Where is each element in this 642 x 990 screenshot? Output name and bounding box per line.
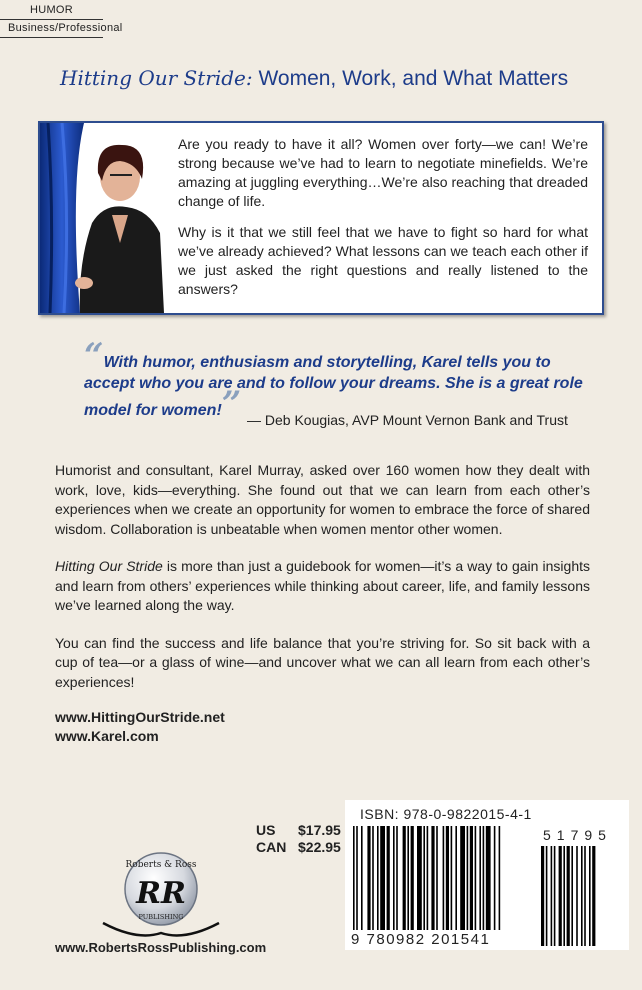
price-row: [256, 822, 341, 839]
barcode-bar: [467, 826, 469, 930]
book-title-inline: Hitting Our Stride: [55, 558, 163, 574]
barcode-addon-bar: [576, 846, 578, 946]
open-quote-icon: “: [84, 336, 104, 376]
description-text: is more than just a guidebook for women—it’s a way to gain insights and learn from others’ experiences while thinking about career, life, and family lessons we’ve learned along the way.: [55, 558, 590, 613]
barcode-addon-bar: [563, 846, 565, 946]
barcode-bar: [455, 826, 457, 930]
barcode-addon-bar: [559, 846, 562, 946]
book-title-subtitle: Women, Work, and What Matters: [252, 67, 569, 90]
barcode-addon-bar: [584, 846, 586, 946]
barcode-bar: [396, 826, 398, 930]
close-quote-icon: ”: [221, 384, 242, 424]
barcode-bar: [356, 826, 358, 930]
barcode-bar: [486, 826, 491, 930]
barcode-bar: [372, 826, 374, 930]
barcode-bar: [451, 826, 453, 930]
barcode: [345, 800, 629, 950]
barcode-addon-bar: [554, 846, 556, 946]
barcode-addon-bar: [589, 846, 591, 946]
logo-mark: RR: [136, 876, 186, 911]
intro-text: [178, 135, 588, 311]
intro-box: [38, 121, 604, 315]
price-addon-code: 51795: [543, 827, 612, 843]
barcode-bar: [470, 826, 473, 930]
publisher-logo: [97, 845, 225, 945]
barcode-bar: [479, 826, 481, 930]
testimonial: [84, 336, 584, 424]
barcode-addon-bar: [546, 846, 548, 946]
book-title-main: Hitting Our Stride:: [60, 66, 253, 90]
barcode-bar: [436, 826, 438, 930]
barcode-addon-bar: [592, 846, 595, 946]
website-link[interactable]: www.Karel.com: [55, 728, 159, 744]
author-photo: [40, 123, 166, 313]
barcode-addon-bar: [571, 846, 573, 946]
barcode-bar: [411, 826, 414, 930]
barcode-bar: [446, 826, 449, 930]
barcode-bar: [361, 826, 363, 930]
barcode-bar: [475, 826, 477, 930]
description: [55, 461, 590, 710]
book-title: [60, 66, 620, 91]
barcode-bar: [443, 826, 445, 930]
barcode-bar: [407, 826, 409, 930]
logo-bottom-text: PUBLISHING: [138, 913, 184, 921]
barcode-bar: [353, 826, 355, 930]
barcode-bar: [367, 826, 370, 930]
website-link[interactable]: www.HittingOurStride.net: [55, 709, 225, 725]
quote-text: [84, 336, 584, 424]
barcode-bar: [423, 826, 425, 930]
price-amount: $17.95: [298, 822, 341, 838]
website-links: [55, 708, 225, 746]
intro-paragraph: Why is it that we still feel that we have to fight so hard for what we’ve already achieved? What lessons can we teach each other if we just asked the right questions and really listened to the answers?: [178, 224, 588, 297]
price-currency: US: [256, 822, 276, 838]
barcode-bar: [403, 826, 406, 930]
price-amount: $22.95: [298, 839, 341, 855]
price-list: [256, 822, 341, 856]
description-paragraph: [55, 557, 590, 616]
barcode-digits: 9 780982 201541: [351, 931, 491, 948]
intro-paragraph: Are you ready to have it all? Women over forty—we can! We’re strong because we’ve had to learn to negotiate minefields. We’re amazing at juggling everything…We’re also reaching that dreaded change of life.: [178, 136, 588, 209]
quote-attribution: — Deb Kougias, AVP Mount Vernon Bank and Trust: [247, 412, 568, 428]
barcode-bar: [483, 826, 485, 930]
barcode-addon-bar: [551, 846, 553, 946]
barcode-addon-bar: [567, 846, 570, 946]
barcode-addon-bar: [581, 846, 583, 946]
barcode-bar: [431, 826, 434, 930]
logo-top-text: Roberts & Ross: [125, 860, 197, 870]
publisher-website[interactable]: www.RobertsRossPublishing.com: [55, 940, 267, 955]
isbn-label: ISBN: 978-0-9822015-4-1: [360, 806, 532, 822]
barcode-bars: [345, 800, 629, 950]
barcode-bar: [417, 826, 422, 930]
barcode-bar: [387, 826, 390, 930]
price-row: [256, 839, 341, 856]
description-paragraph: You can find the success and life balance that you’re striving for. So sit back with a cup of tea—or a glass of wine—and uncover what we can all learn from each other’s experiences!: [55, 634, 590, 690]
description-paragraph: Humorist and consultant, Karel Murray, asked over 160 women how they dealt with work, love, kids—everything. She found out that we can learn from each other’s experiences when we create an opportunity for women to embrace the force of shared wisdom. Collaboration is unbeatable when women mentor other women.: [55, 462, 590, 537]
category-humor: HUMOR: [0, 4, 103, 20]
barcode-bar: [460, 826, 465, 930]
barcode-bar: [494, 826, 496, 930]
barcode-bar: [380, 826, 385, 930]
barcode-bar: [499, 826, 501, 930]
barcode-bar: [393, 826, 395, 930]
barcode-bar: [377, 826, 379, 930]
category-business: Business/Professional: [0, 22, 103, 38]
barcode-addon-bar: [541, 846, 544, 946]
quote-body: With humor, enthusiasm and storytelling, Karel tells you to accept who you are and to follow your dreams. She is a great role model for women!: [84, 354, 583, 419]
barcode-bar: [427, 826, 429, 930]
price-currency: CAN: [256, 839, 287, 855]
